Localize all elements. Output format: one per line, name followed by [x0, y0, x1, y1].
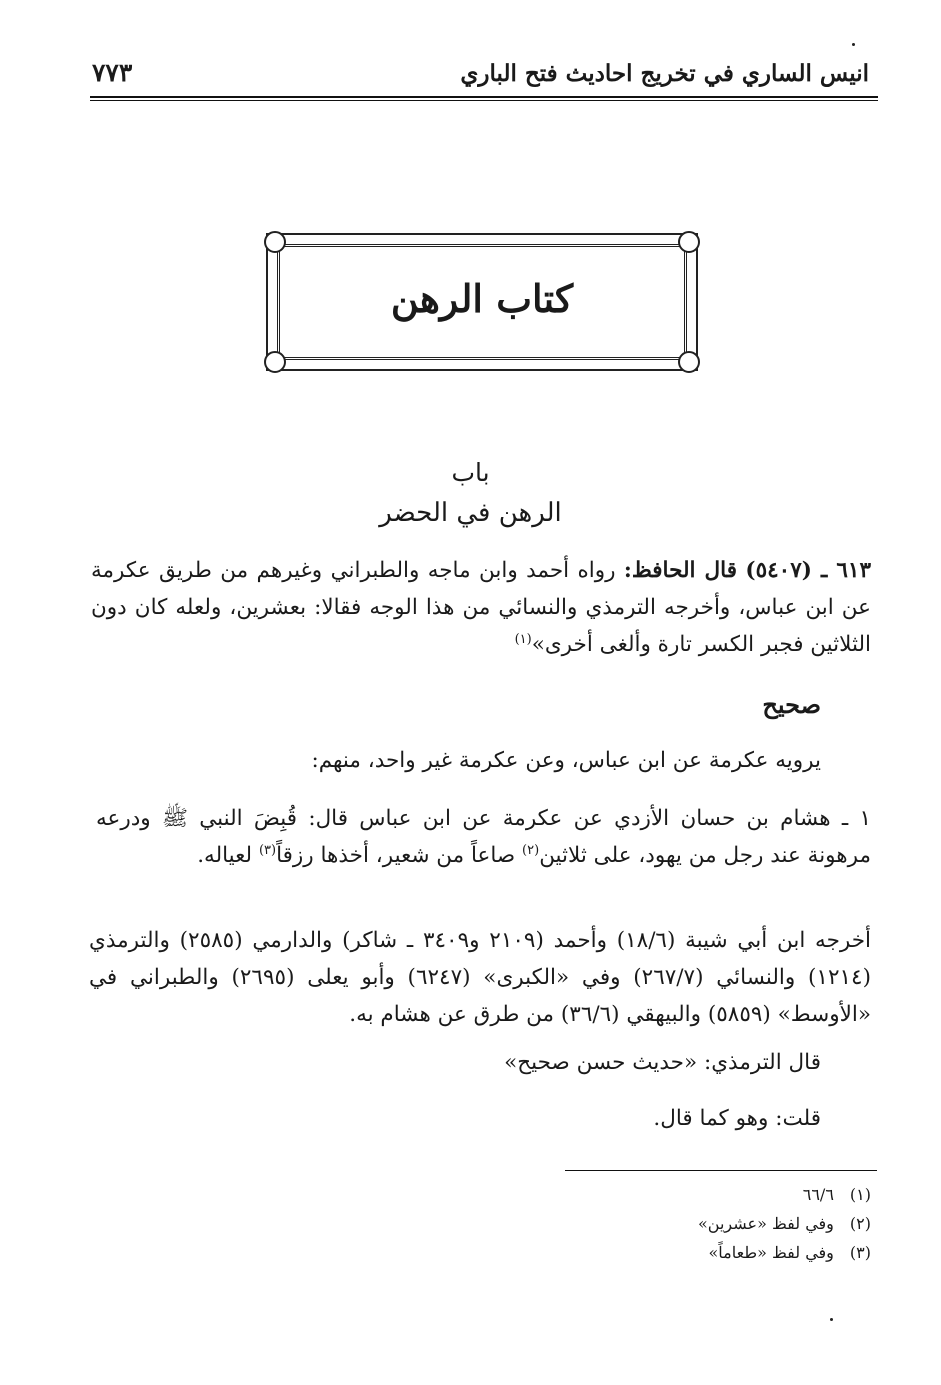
hadith-lead: قال الحافظ:: [623, 558, 737, 583]
footnote-ref: (١): [514, 631, 532, 647]
chain-text: لعياله.: [197, 843, 253, 868]
footnote-ref: (٢): [522, 842, 540, 858]
footnote-ref: (٣): [258, 842, 277, 858]
hadith-number: ٦١٣ ـ (٥٤٠٧): [745, 558, 871, 583]
takhrij-paragraph: أخرجه ابن أبي شيبة (١٨/٦) وأحمد (٢١٠٩ و٣٤٠٩ ـ شاكر) والدارمي (٢٥٨٥) والترمذي (١٢١٤) والنسائي (٢٦٧/٧) وفي «الكبرى» (٦٢٤٧) وأبو يعلى (٢٦٩٥) والطبراني في «الأوسط» (٥٨٥٩) والبيهقي (٣٦/٦) من طرق عن هشام به.: [89, 928, 872, 1027]
footnote-text: وفي لفظ «طعاماً»: [708, 1243, 834, 1262]
footnote-number: (٣): [849, 1243, 871, 1262]
header-rule: [90, 96, 878, 101]
tirmidhi-quote: قال الترمذي: «حديث حسن صحيح»: [504, 1050, 821, 1075]
footnote-number: (١): [849, 1185, 871, 1204]
chain-text: هشام بن حسان الأزدي عن عكرمة عن ابن عباس قال: قُبِضَ النبي ﷺ ودرعه مرهونة عند رجل من يهود، على ثلاثين: [96, 806, 871, 868]
frame-corner-ornament: [264, 231, 286, 253]
page-number: ٧٧٣: [92, 58, 133, 87]
intro-line: يرويه عكرمة عن ابن عباس، وعن عكرمة غير واحد، منهم:: [311, 748, 821, 773]
conclusion-line: قلت: وهو كما قال.: [653, 1106, 821, 1131]
chapter-label: باب: [451, 458, 490, 487]
chain-text: صاعاً من شعير، أخذها رزقاً: [276, 843, 516, 868]
book-title: كتاب الرهن: [390, 276, 574, 321]
running-header-title: انيس الساري في تخريج احاديث فتح الباري: [460, 60, 869, 87]
footnote: [803, 1185, 871, 1204]
hadith-paragraph: [91, 552, 871, 663]
chapter-title: الرهن في الحضر: [379, 498, 562, 528]
frame-corner-ornament: [678, 351, 700, 373]
footnote: [709, 1243, 871, 1262]
scan-speck: [852, 43, 855, 46]
footnote-text: ٦٦/٦: [802, 1185, 834, 1204]
frame-corner-ornament: [678, 231, 700, 253]
footnote: [698, 1214, 871, 1233]
footnote-number: (٢): [849, 1214, 871, 1233]
footnote-text: وفي لفظ «عشرين»: [698, 1214, 834, 1233]
footnote-rule: [565, 1170, 877, 1171]
chain-number: ١ ـ: [841, 806, 872, 831]
scan-speck: [830, 1318, 833, 1321]
grading-heading: صحيح: [762, 690, 821, 719]
frame-corner-ornament: [264, 351, 286, 373]
hadith-text: رواه أحمد وابن ماجه والطبراني وغيرهم من طريق عكرمة عن ابن عباس، وأخرجه الترمذي والنسائي من هذا الوجه فقالا: بعشرين، ولعله كان دون الثلاثين فجبر الكسر تارة وألغى أخرى»: [91, 558, 871, 657]
chain-item: [96, 800, 871, 874]
